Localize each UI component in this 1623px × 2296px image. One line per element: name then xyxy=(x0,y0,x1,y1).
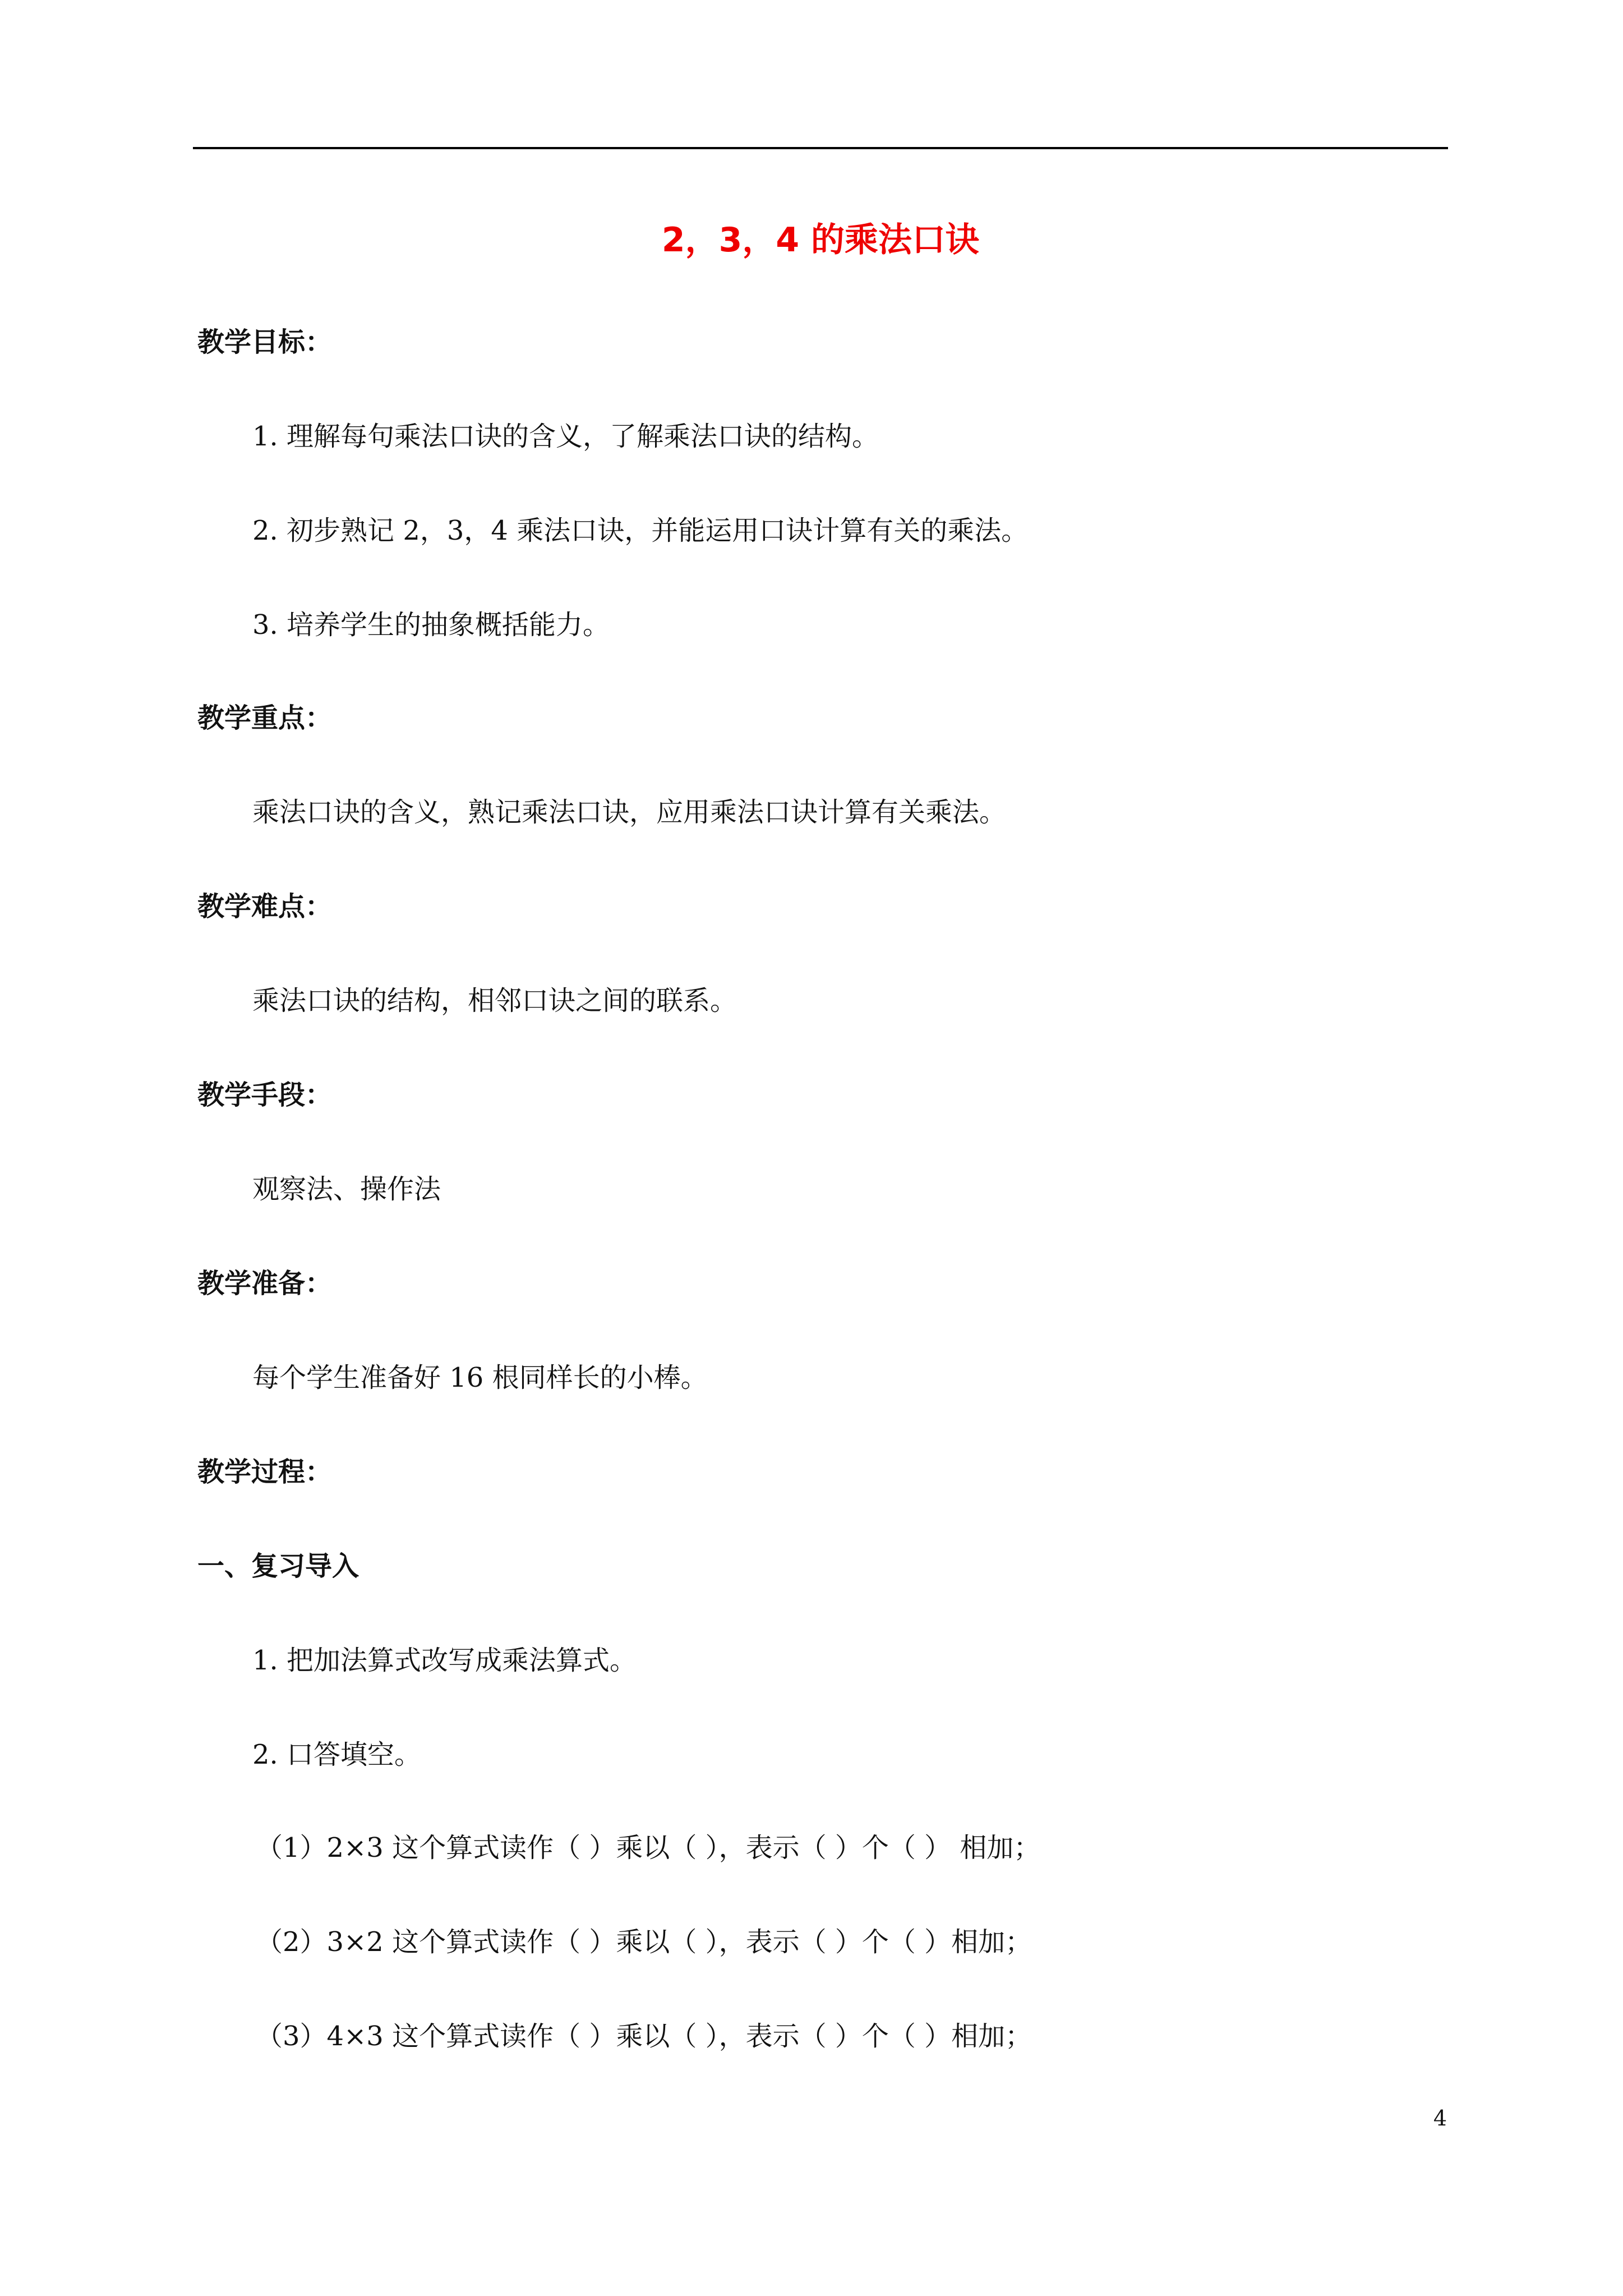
document-title: 2，3，4 的乘法口诀 xyxy=(661,220,980,260)
objectives-heading: 教学目标： xyxy=(197,326,333,358)
header-rule xyxy=(193,147,1448,149)
objective-item-1: 1. 理解每句乘法口诀的含义，了解乘法口诀的结构。 xyxy=(252,421,879,452)
part-one-item-1: 1. 把加法算式改写成乘法算式。 xyxy=(252,1645,637,1676)
process-heading: 教学过程： xyxy=(197,1456,333,1488)
preparation-heading: 教学准备： xyxy=(197,1268,333,1299)
part-one-item-2: 2. 口答填空。 xyxy=(252,1739,422,1770)
fill-in-line-2: （2）3×2 这个算式读作（ ）乘以（ ），表示（ ）个（ ）相加； xyxy=(256,1926,1032,1958)
page-number: 4 xyxy=(1433,2106,1447,2131)
key-points-heading: 教学重点： xyxy=(197,702,333,734)
difficulties-heading: 教学难点： xyxy=(197,891,333,922)
key-points-text: 乘法口诀的含义，熟记乘法口诀，应用乘法口诀计算有关乘法。 xyxy=(252,797,1007,828)
objective-item-2: 2. 初步熟记 2，3，4 乘法口诀，并能运用口诀计算有关的乘法。 xyxy=(252,515,1029,546)
fill-in-line-3: （3）4×3 这个算式读作（ ）乘以（ ），表示（ ）个（ ）相加； xyxy=(256,2021,1032,2052)
objective-item-3: 3. 培养学生的抽象概括能力。 xyxy=(252,609,610,641)
methods-heading: 教学手段： xyxy=(197,1079,333,1111)
fill-in-line-1: （1）2×3 这个算式读作（ ）乘以（ ），表示（ ）个（ ） 相加； xyxy=(256,1832,1041,1864)
difficulties-text: 乘法口诀的结构，相邻口诀之间的联系。 xyxy=(252,985,737,1016)
part-one-heading: 一、复习导入 xyxy=(197,1550,359,1582)
preparation-text: 每个学生准备好 16 根同样长的小棒。 xyxy=(252,1362,708,1393)
methods-text: 观察法、操作法 xyxy=(252,1174,441,1205)
